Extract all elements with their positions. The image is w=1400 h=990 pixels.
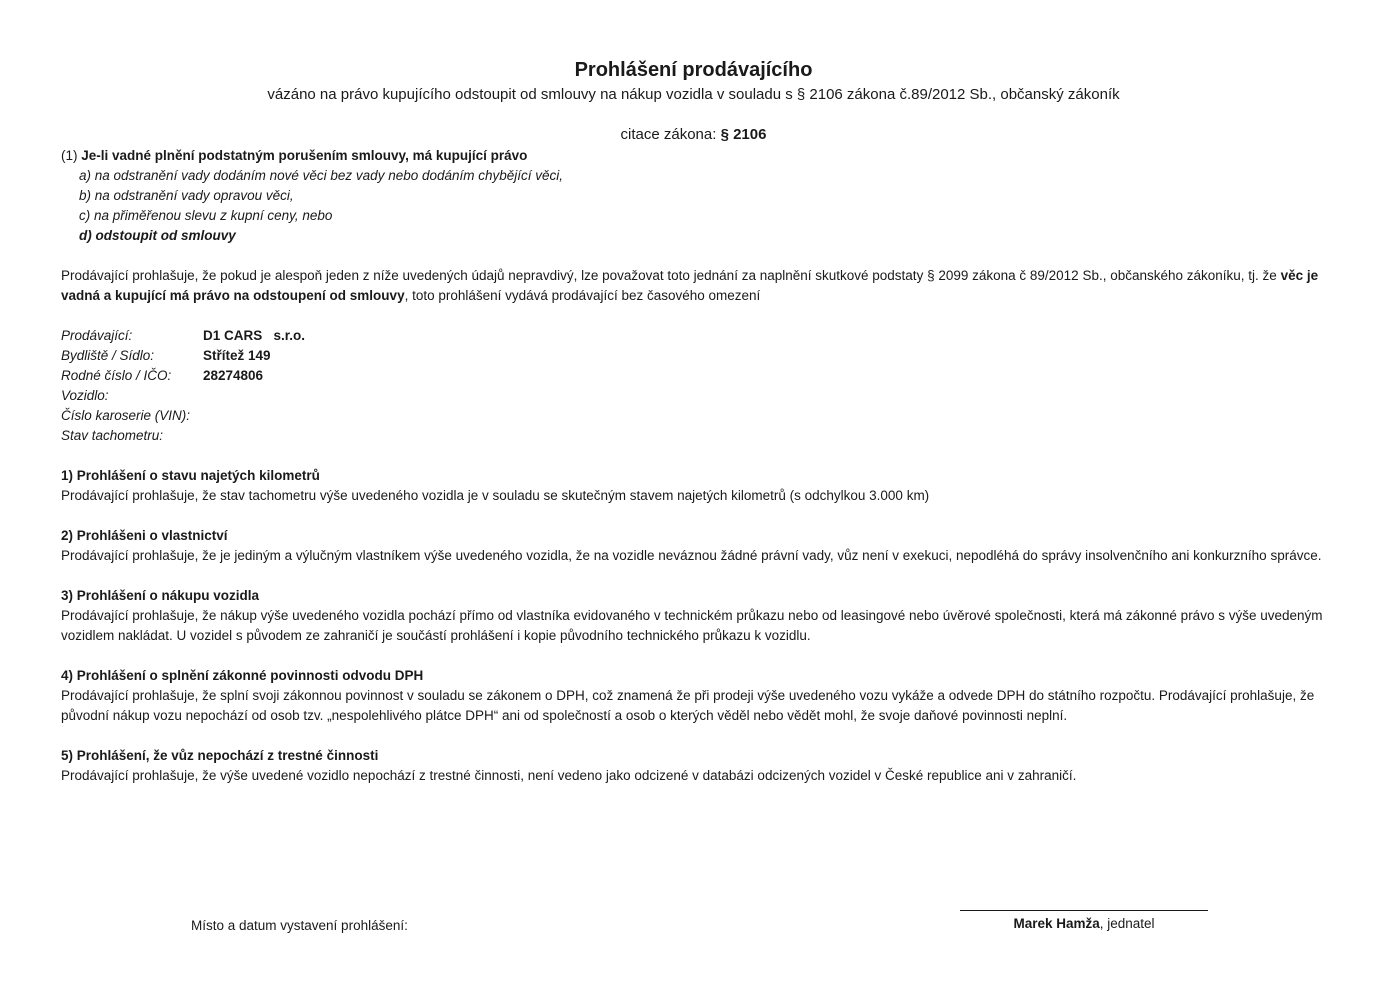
info-label: Prodávající: [61,328,133,343]
intro-bold-text: věc je vadná a kupující má právo na odstoupení od smlouvy [61,268,1319,303]
citation-prefix: citace zákona: [620,126,721,143]
document-subtitle: vázáno na právo kupujícího odstoupit od smlouvy na nákup vozidla v souladu s § 2106 zákona č.89/2012 Sb., občanský zákoník [267,86,1120,103]
law-citation [61,124,1326,146]
section-purchase [61,586,1326,646]
law-item: c) na přiměřenou slevu z kupní ceny, nebo [79,208,333,223]
section-body: Prodávající prohlašuje, že stav tachometru výše uvedeného vozidla je v souladu se skutečným stavem najetých kilometrů (s odchylkou 3.000 km) [61,488,930,503]
law-lead-number: (1) [61,148,82,163]
section-heading: 4) Prohlášení o splnění zákonné povinnosti odvodu DPH [61,668,424,683]
intro-paragraph [61,266,1326,306]
section-body: Prodávající prohlašuje, že je jediným a výlučným vlastníkem výše uvedeného vozidla, že na vozidle neváznou žádné právní vady, vůz není v exekuci, nepodléhá do správy insolvenčního ani konkurzního správce. [61,548,1322,563]
signatory-name: Marek Hamža [1013,916,1100,931]
section-body: Prodávající prohlašuje, že výše uvedené vozidlo nepochází z trestné činnosti, není vedeno jako odcizené v databázi odcizených vozidel v České republice ani v zahraničí. [61,768,1077,783]
section-ownership [61,526,1326,566]
info-value: D1 CARS s.r.o. [203,328,306,343]
citation-ref: § 2106 [720,126,767,143]
document-title: Prohlášení prodávajícího [574,59,813,81]
signature-area [0,896,1400,956]
intro-text-end: , toto prohlášení vydává prodávající bez časového omezení [404,288,761,303]
section-mileage [61,466,1326,506]
info-value: Střítež 149 [203,348,271,363]
info-value: 28274806 [203,368,264,383]
section-body: Prodávající prohlašuje, že splní svoji zákonnou povinnost v souladu se zákonem o DPH, což znamená že při prodeji výše uvedeného vozu vykáže a odvede DPH do státního rozpočtu. Prodávající prohlašuje, že původní nákup vozu nepochází od osob tzv. „nespolehlivého plátce DPH“ ani od společností a osob o kterých věděl nebo vědět mohl, že svoje daňové povinnosti neplní. [61,688,1315,723]
seller-info [61,326,1326,446]
section-heading: 2) Prohlášeni o vlastnictví [61,528,228,543]
signatory [960,914,1208,934]
signatory-role: , jednatel [1099,916,1155,931]
law-lead-text: Je-li vadné plnění podstatným porušením smlouvy, má kupující právo [81,148,528,163]
section-criminal [61,746,1326,786]
info-label: Bydliště / Sídlo: [61,348,155,363]
document-page [61,56,1326,786]
info-row-seller [61,326,1326,346]
law-item: b) na odstranění vady opravou věci, [79,188,294,203]
section-heading: 1) Prohlášení o stavu najetých kilometrů [61,468,320,483]
signature-line [960,910,1208,911]
info-row-id [61,366,1326,386]
section-heading: 3) Prohlášení o nákupu vozidla [61,588,260,603]
info-row-odometer [61,426,1326,446]
info-row-vin [61,406,1326,426]
info-label: Číslo karoserie (VIN): [61,408,191,423]
law-item: d) odstoupit od smlouvy [79,228,236,243]
law-lead [61,146,1326,166]
info-label: Vozidlo: [61,388,109,403]
info-label: Stav tachometru: [61,428,164,443]
info-row-address [61,346,1326,366]
place-date-label: Místo a datum vystavení prohlášení: [191,918,408,933]
law-item: a) na odstranění vady dodáním nové věci bez vady nebo dodáním chybějící věci, [79,168,564,183]
section-heading: 5) Prohlášení, že vůz nepochází z trestné činnosti [61,748,379,763]
law-text [61,146,1326,246]
section-vat [61,666,1326,726]
info-row-vehicle [61,386,1326,406]
info-label: Rodné číslo / IČO: [61,368,172,383]
section-body: Prodávající prohlašuje, že nákup výše uvedeného vozidla pochází přímo od vlastníka evidovaného v technickém průkazu nebo od leasingové nebo úvěrové společnosti, která má zákonné právo s výše uvedeným vozidlem nakládat. U vozidel s původem ze zahraničí je součástí prohlášení i kopie původního technického průkazu k vozidlu. [61,608,1323,643]
intro-text: Prodávající prohlašuje, že pokud je alespoň jeden z níže uvedených údajů nepravdivý, lze považovat toto jednání za naplnění skutkové podstaty § 2099 zákona č 89/2012 Sb., občanského zákoníku, tj. že [61,268,1281,283]
